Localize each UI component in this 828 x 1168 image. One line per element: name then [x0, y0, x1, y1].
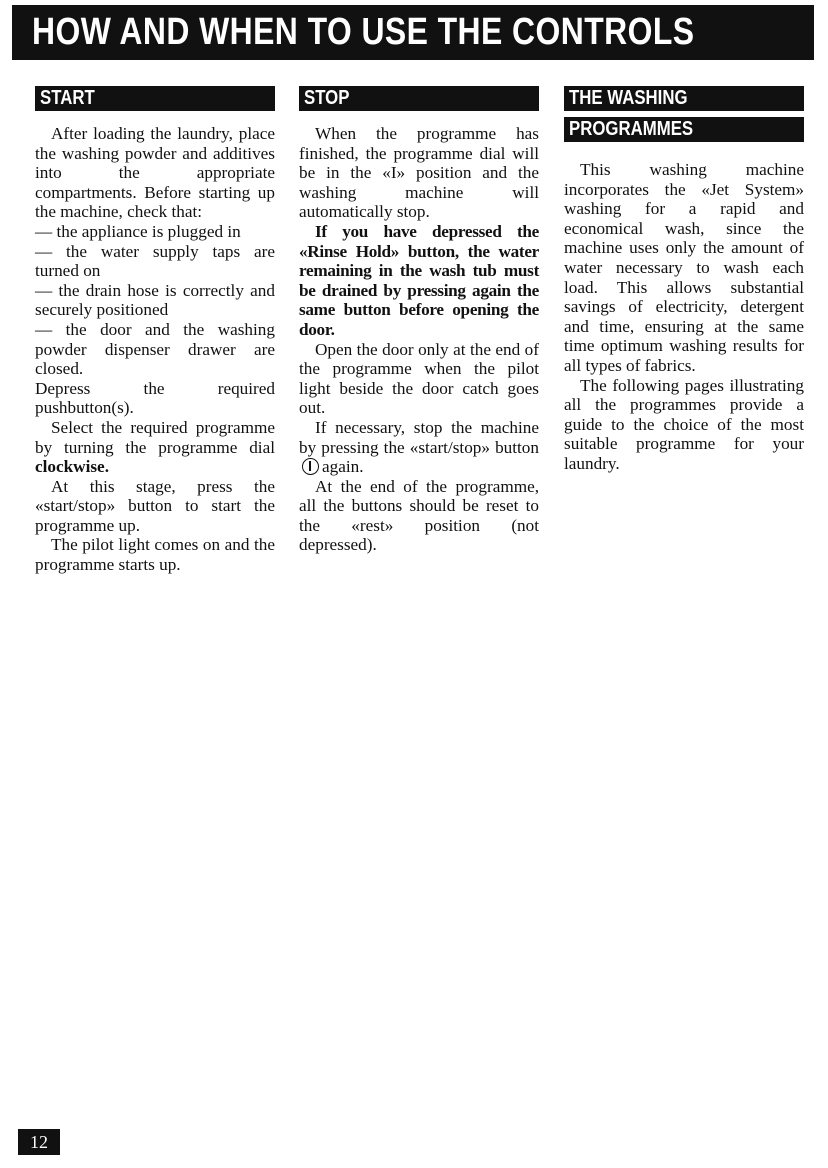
start-check-item: — the door and the washing powder dispenser drawer are closed. — [35, 319, 275, 379]
stop-reset-text: At the end of the programme, all the buttons should be reset to the «rest» position (not depressed). — [299, 476, 539, 555]
clockwise-emphasis: clockwise. — [35, 457, 109, 477]
start-section — [35, 86, 275, 575]
stop-heading: STOP — [299, 86, 539, 111]
start-select-text: Select the required programme by turning the programme dial clockwise. — [35, 417, 275, 477]
washing-intro-text: This washing machine incorporates the «Jet System» washing for a rapid and economical wash, since the machine uses only the amount of water necessary to wash each load. This allows substantial savings of electricity, detergent and time, ensuring at the same time optimum washing results for all types of fabrics. — [564, 160, 804, 375]
page-title-bar — [12, 5, 814, 60]
stop-finished-text: When the programme has finished, the programme dial will be in the «I» position and the washing machine will automatically stop. — [299, 124, 539, 222]
start-depress-text: Depress the required pushbutton(s). — [35, 378, 275, 418]
start-pilot-text: The pilot light comes on and the programme starts up. — [35, 535, 275, 575]
power-icon — [302, 458, 319, 475]
start-check-item: — the appliance is plugged in — [35, 221, 241, 241]
stop-section — [299, 86, 539, 555]
stop-door-text: Open the door only at the end of the programme when the pilot light beside the door catch goes out. — [299, 339, 539, 418]
start-press-text: At this stage, press the «start/stop» button to start the programme up. — [35, 476, 275, 535]
start-check-item: — the drain hose is correctly and securely positioned — [35, 280, 275, 320]
washing-heading-line1: THE WASHING — [564, 86, 804, 111]
start-heading: START — [35, 86, 275, 111]
stop-necessary-text: If necessary, stop the machine by pressing the «start/stop» buttonagain. — [299, 417, 539, 477]
page-title: HOW AND WHEN TO USE THE CONTROLS — [32, 11, 695, 53]
start-intro: After loading the laundry, place the washing powder and additives into the appropriate compartments. Before starting up the machine, check that: — [35, 124, 275, 222]
washing-programmes-section — [564, 86, 804, 474]
start-check-item: — the water supply taps are turned on — [35, 241, 275, 281]
washing-heading-line2: PROGRAMMES — [564, 117, 804, 142]
rinse-hold-note: If you have depressed the «Rinse Hold» button, the water remaining in the wash tub must be drained by pressing again the same button before opening the door. — [299, 221, 539, 339]
page-number: 12 — [18, 1129, 60, 1155]
washing-guide-text: The following pages illustrating all the programmes provide a guide to the choice of the most suitable programme for your laundry. — [564, 375, 804, 473]
